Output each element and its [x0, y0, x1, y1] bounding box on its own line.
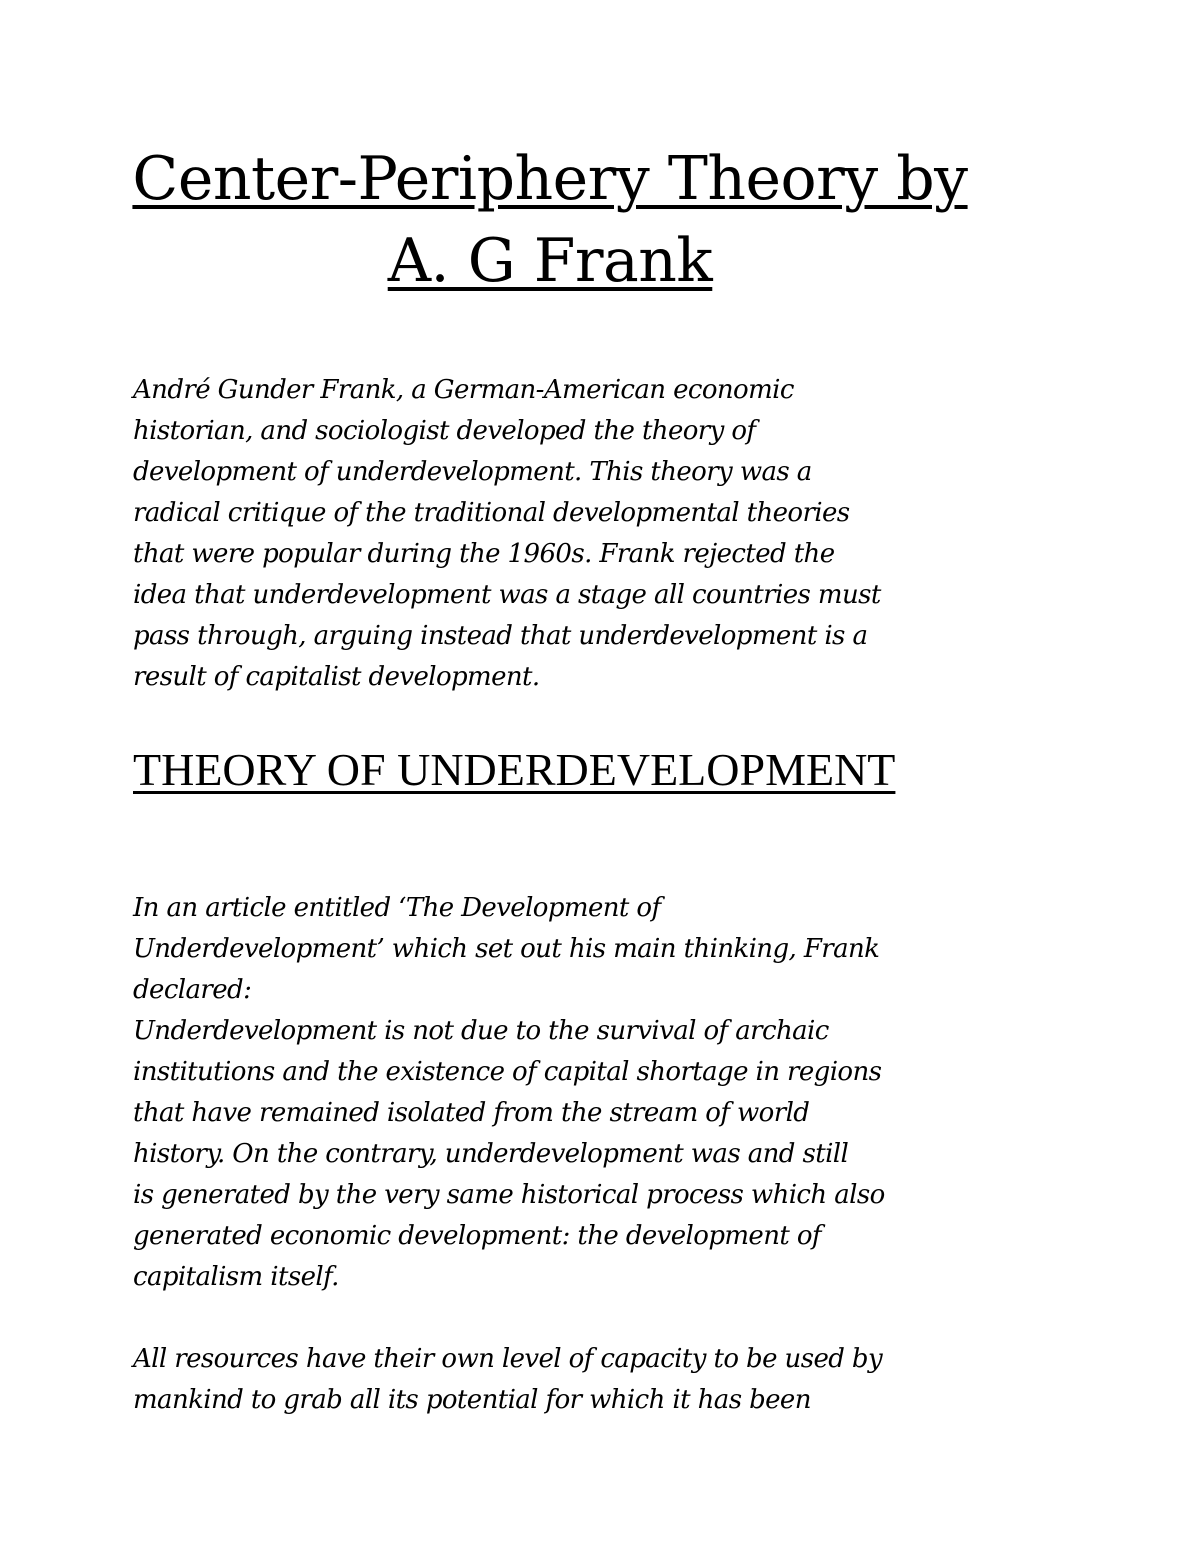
quote-line: history. On the contrary, underdevelopment was and still — [133, 1139, 849, 1169]
intro-line: development of underdevelopment. This theory was a — [133, 457, 812, 487]
resources-line: mankind to grab all its potential for which it has been — [133, 1385, 811, 1415]
quote-line: is generated by the very same historical process which also — [133, 1180, 885, 1210]
quote-line: that have remained isolated from the stream of world — [133, 1098, 810, 1128]
quote-paragraph — [133, 888, 993, 1298]
intro-line: radical critique of the traditional developmental theories — [133, 498, 850, 528]
intro-paragraph — [133, 370, 993, 698]
resources-line: All resources have their own level of capacity to be used by — [133, 1344, 883, 1374]
quote-line: institutions and the existence of capital shortage in regions — [133, 1057, 882, 1087]
document-title — [100, 138, 1000, 302]
intro-line: pass through, arguing instead that underdevelopment is a — [133, 621, 868, 651]
quote-line: In an article entitled ‘The Development of — [133, 893, 661, 923]
title-line-1: Center-Periphery Theory by — [132, 144, 968, 214]
title-line-2: A. G Frank — [387, 226, 713, 296]
quote-line: Underdevelopment is not due to the survival of archaic — [133, 1016, 829, 1046]
quote-line: Underdevelopment’ which set out his main thinking, Frank — [133, 934, 880, 964]
quote-line: capitalism itself. — [133, 1262, 339, 1292]
quote-line: generated economic development: the development of — [133, 1221, 821, 1251]
intro-line: idea that underdevelopment was a stage all countries must — [133, 580, 881, 610]
quote-line: declared: — [133, 975, 252, 1005]
intro-line: André Gunder Frank, a German-American economic — [133, 375, 794, 405]
intro-line: result of capitalist development. — [133, 662, 540, 692]
intro-line: that were popular during the 1960s. Frank rejected the — [133, 539, 835, 569]
section-heading: THEORY OF UNDERDEVELOPMENT — [133, 744, 896, 795]
intro-line: historian, and sociologist developed the theory of — [133, 416, 756, 446]
resources-paragraph — [133, 1339, 993, 1421]
